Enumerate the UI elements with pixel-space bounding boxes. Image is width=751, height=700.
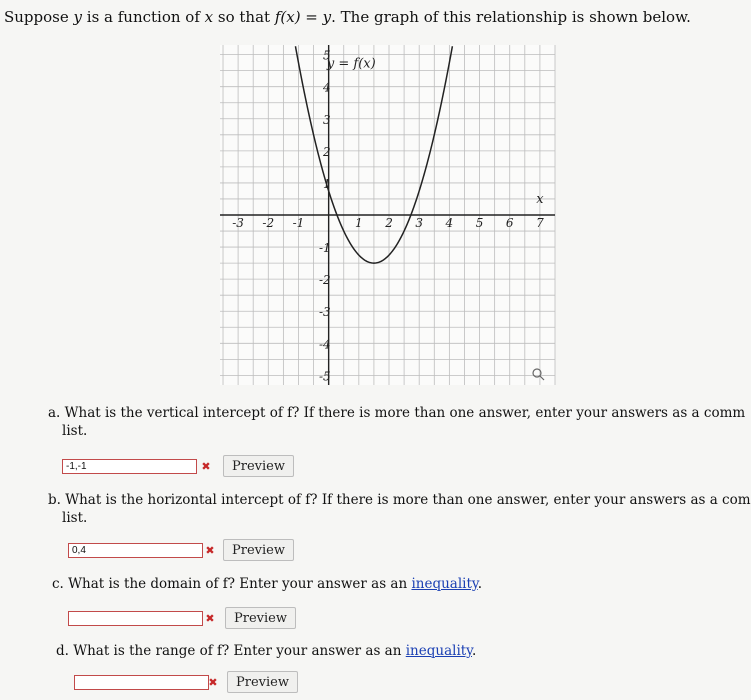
graph-canvas	[210, 40, 560, 395]
x-tick-label: 1	[355, 216, 363, 230]
x-tick-label: -2	[262, 216, 275, 230]
y-tick-label: -5	[318, 369, 331, 384]
question-d-text: d. What is the range of f? Enter your answer as an	[56, 643, 406, 659]
question-a-text-cont: list.	[62, 423, 88, 439]
answer-b-input[interactable]: 0,4	[68, 543, 203, 558]
y-tick-label: 5	[323, 48, 331, 63]
var-x: x	[204, 8, 214, 26]
inequality-link[interactable]: inequality	[411, 576, 478, 592]
question-d-period: .	[472, 643, 477, 659]
question-a-text: a. What is the vertical intercept of f? If there is more than one answer, enter your answers as a comm	[48, 405, 746, 421]
question-b-text-cont: list.	[62, 510, 88, 526]
y-tick-label: -3	[318, 305, 331, 320]
x-tick-label: 7	[536, 216, 544, 230]
x-tick-label: 2	[385, 216, 393, 230]
intro-text: so that	[213, 8, 275, 26]
y-tick-label: 1	[323, 176, 331, 191]
question-c	[52, 575, 482, 593]
x-tick-label: -3	[232, 216, 244, 230]
var-y: y	[73, 8, 82, 26]
x-tick-label: 6	[505, 216, 514, 230]
x-tick-label: 5	[475, 216, 484, 230]
y-tick-label: 2	[323, 144, 331, 159]
x-tick-label: -1	[292, 216, 305, 230]
y-tick-label: -4	[318, 337, 331, 352]
y-tick-label: -1	[318, 241, 331, 256]
answer-a-input[interactable]: -1,-1	[62, 459, 197, 474]
preview-a-button[interactable]: Preview	[223, 455, 294, 477]
preview-b-button[interactable]: Preview	[223, 539, 294, 561]
y-tick-label: -2	[318, 273, 331, 288]
function-label: y = f(x)	[326, 56, 376, 72]
question-b	[48, 491, 751, 527]
question-a	[48, 404, 745, 440]
question-b-text: b. What is the horizontal intercept of f? If there is more than one answer, enter your answers as a com	[48, 492, 751, 508]
incorrect-icon: ✖	[205, 612, 215, 625]
preview-c-button[interactable]: Preview	[225, 607, 296, 629]
y-tick-label: 4	[323, 80, 331, 95]
question-d	[56, 642, 476, 660]
x-tick-label: 4	[445, 216, 454, 230]
question-c-period: .	[477, 576, 483, 592]
preview-d-button[interactable]: Preview	[227, 671, 298, 693]
question-c-text: c. What is the domain of f? Enter your answer as an	[52, 576, 412, 592]
inequality-link[interactable]: inequality	[405, 643, 473, 659]
x-axis-label: x	[536, 192, 544, 207]
function-graph	[210, 40, 560, 395]
incorrect-icon: ✖	[205, 544, 215, 557]
answer-c-input[interactable]	[68, 611, 203, 626]
intro-text: . The graph of this relationship is shown below.	[331, 8, 691, 26]
intro-text: is a function of	[82, 8, 205, 26]
incorrect-icon: ✖	[201, 460, 211, 473]
x-tick-label: 3	[415, 216, 424, 230]
function-notation: f(x) = y	[274, 8, 332, 26]
problem-statement	[4, 8, 691, 26]
y-tick-label: 3	[323, 112, 331, 127]
incorrect-icon: ✖	[208, 676, 218, 689]
answer-d-input[interactable]	[74, 675, 209, 690]
intro-text: Suppose	[4, 8, 74, 26]
